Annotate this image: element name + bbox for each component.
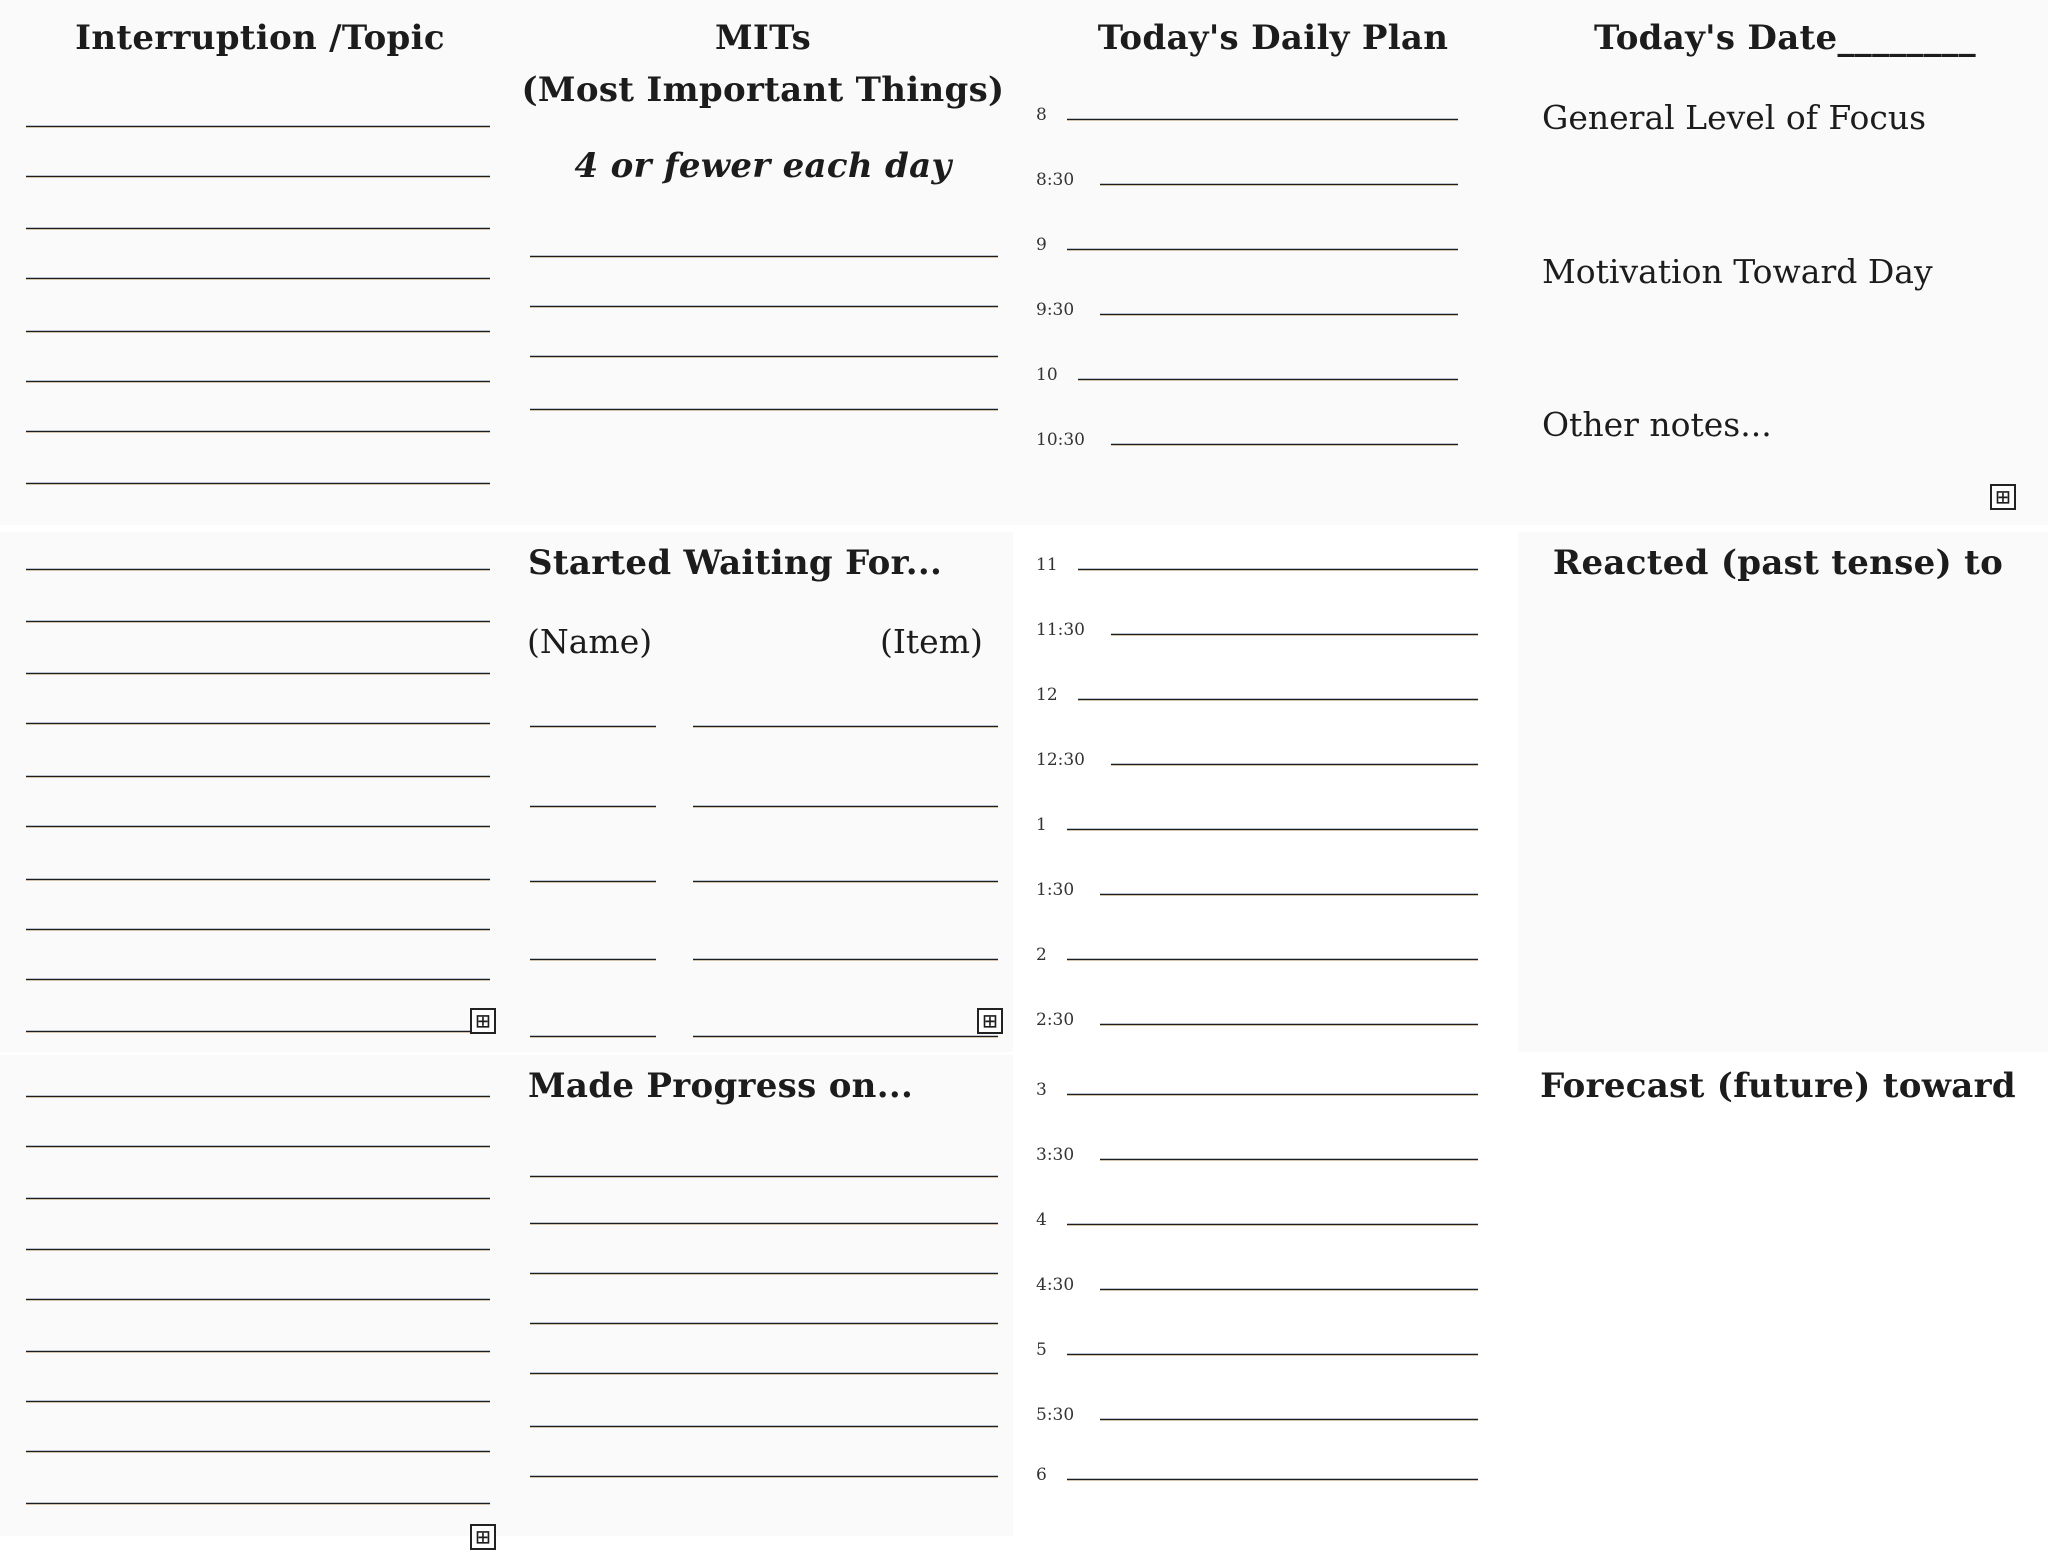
made-progress-header: Made Progress on... xyxy=(528,1066,914,1106)
interruption-line[interactable] xyxy=(26,878,490,881)
interruption-line[interactable] xyxy=(26,620,490,623)
time-slot-label: 2:30 xyxy=(1036,1010,1075,1030)
interruption-line[interactable] xyxy=(26,227,490,230)
time-slot-line[interactable] xyxy=(1100,1023,1478,1026)
time-slot-line[interactable] xyxy=(1078,378,1458,381)
time-slot-line[interactable] xyxy=(1067,248,1458,251)
time-slot-label: 12 xyxy=(1036,685,1058,705)
panel-col1-bot xyxy=(0,1055,508,1536)
time-slot-line[interactable] xyxy=(1100,1288,1478,1291)
progress-line[interactable] xyxy=(530,1322,998,1325)
expand-icon[interactable]: ⊞ xyxy=(1990,484,2016,510)
interruption-line[interactable] xyxy=(26,1450,490,1453)
interruption-line[interactable] xyxy=(26,978,490,981)
time-slot-line[interactable] xyxy=(1067,828,1478,831)
time-slot-label: 2 xyxy=(1036,945,1047,965)
mits-header: MITs xyxy=(714,18,812,58)
time-slot-line[interactable] xyxy=(1067,1478,1478,1481)
time-slot-line[interactable] xyxy=(1067,1353,1478,1356)
time-slot-label: 9 xyxy=(1036,235,1047,255)
interruption-line[interactable] xyxy=(26,672,490,675)
waiting-name-label: (Name) xyxy=(527,622,653,661)
time-slot-line[interactable] xyxy=(1100,1418,1478,1421)
waiting-name-line[interactable] xyxy=(530,958,656,961)
interruption-line[interactable] xyxy=(26,775,490,778)
panel-col4-mid xyxy=(1518,532,2048,1052)
time-slot-line[interactable] xyxy=(1111,633,1478,636)
waiting-item-line[interactable] xyxy=(693,880,998,883)
panel-col2-mid xyxy=(508,532,1013,1052)
reacted-to-header: Reacted (past tense) to xyxy=(1552,543,2004,583)
interruption-line[interactable] xyxy=(26,1400,490,1403)
interruption-line[interactable] xyxy=(26,928,490,931)
interruption-line[interactable] xyxy=(26,568,490,571)
time-slot-line[interactable] xyxy=(1067,1093,1478,1096)
expand-icon[interactable]: ⊞ xyxy=(470,1008,496,1034)
mits-subtitle: (Most Important Things) xyxy=(521,70,1005,110)
time-slot-label: 1:30 xyxy=(1036,880,1075,900)
progress-line[interactable] xyxy=(530,1175,998,1178)
interruption-line[interactable] xyxy=(26,380,490,383)
panel-col3-top xyxy=(1013,0,1518,525)
time-slot-line[interactable] xyxy=(1078,698,1478,701)
progress-line[interactable] xyxy=(530,1272,998,1275)
interruption-line[interactable] xyxy=(26,277,490,280)
interruption-line[interactable] xyxy=(26,1197,490,1200)
waiting-item-line[interactable] xyxy=(693,725,998,728)
mit-line[interactable] xyxy=(530,255,998,258)
waiting-name-line[interactable] xyxy=(530,880,656,883)
waiting-name-line[interactable] xyxy=(530,1035,656,1038)
progress-line[interactable] xyxy=(530,1425,998,1428)
time-slot-label: 10 xyxy=(1036,365,1058,385)
interruption-line[interactable] xyxy=(26,825,490,828)
time-slot-label: 12:30 xyxy=(1036,750,1085,770)
other-notes-label: Other notes... xyxy=(1542,405,1772,444)
interruption-line[interactable] xyxy=(26,1350,490,1353)
time-slot-line[interactable] xyxy=(1111,443,1458,446)
mit-line[interactable] xyxy=(530,355,998,358)
time-slot-line[interactable] xyxy=(1067,118,1458,121)
interruption-line[interactable] xyxy=(26,125,490,128)
interruption-line[interactable] xyxy=(26,1145,490,1148)
time-slot-line[interactable] xyxy=(1067,1223,1478,1226)
time-slot-line[interactable] xyxy=(1111,763,1478,766)
progress-line[interactable] xyxy=(530,1222,998,1225)
time-slot-label: 8:30 xyxy=(1036,170,1075,190)
time-slot-label: 11:30 xyxy=(1036,620,1085,640)
waiting-item-line[interactable] xyxy=(693,958,998,961)
interruption-line[interactable] xyxy=(26,722,490,725)
time-slot-line[interactable] xyxy=(1078,568,1478,571)
interruption-line[interactable] xyxy=(26,330,490,333)
interruption-line[interactable] xyxy=(26,175,490,178)
panel-col2-bot xyxy=(508,1055,1013,1536)
interruption-line[interactable] xyxy=(26,1502,490,1505)
forecast-toward-header: Forecast (future) toward xyxy=(1540,1066,2016,1106)
mit-line[interactable] xyxy=(530,408,998,411)
expand-icon[interactable]: ⊞ xyxy=(470,1524,496,1550)
waiting-item-line[interactable] xyxy=(693,805,998,808)
focus-level-label: General Level of Focus xyxy=(1542,98,1927,137)
time-slot-label: 5 xyxy=(1036,1340,1047,1360)
time-slot-label: 5:30 xyxy=(1036,1405,1075,1425)
time-slot-label: 1 xyxy=(1036,815,1047,835)
expand-icon[interactable]: ⊞ xyxy=(977,1008,1003,1034)
waiting-item-label: (Item) xyxy=(880,622,983,661)
interruption-line[interactable] xyxy=(26,1030,490,1033)
time-slot-line[interactable] xyxy=(1100,1158,1478,1161)
interruption-line[interactable] xyxy=(26,1248,490,1251)
time-slot-label: 8 xyxy=(1036,105,1047,125)
time-slot-line[interactable] xyxy=(1100,313,1458,316)
mits-limit-note: 4 or fewer each day xyxy=(574,146,952,186)
time-slot-line[interactable] xyxy=(1100,893,1478,896)
progress-line[interactable] xyxy=(530,1372,998,1375)
interruption-topic-header: Interruption /Topic xyxy=(75,18,445,58)
todays-date-label: Today's Date________ xyxy=(1594,18,1976,58)
panel-col1-top xyxy=(0,0,508,525)
time-slot-label: 3:30 xyxy=(1036,1145,1075,1165)
daily-plan-header: Today's Daily Plan xyxy=(1097,18,1449,58)
waiting-name-line[interactable] xyxy=(530,805,656,808)
interruption-line[interactable] xyxy=(26,1095,490,1098)
waiting-name-line[interactable] xyxy=(530,725,656,728)
motivation-label: Motivation Toward Day xyxy=(1542,252,1933,291)
waiting-item-line[interactable] xyxy=(693,1035,998,1038)
interruption-line[interactable] xyxy=(26,430,490,433)
time-slot-label: 4:30 xyxy=(1036,1275,1075,1295)
time-slot-label: 10:30 xyxy=(1036,430,1085,450)
time-slot-line[interactable] xyxy=(1100,183,1458,186)
panel-col1-mid xyxy=(0,532,508,1052)
started-waiting-header: Started Waiting For... xyxy=(528,543,943,583)
progress-line[interactable] xyxy=(530,1475,998,1478)
time-slot-label: 9:30 xyxy=(1036,300,1075,320)
time-slot-label: 4 xyxy=(1036,1210,1047,1230)
interruption-line[interactable] xyxy=(26,1298,490,1301)
mit-line[interactable] xyxy=(530,305,998,308)
time-slot-label: 3 xyxy=(1036,1080,1047,1100)
time-slot-line[interactable] xyxy=(1067,958,1478,961)
time-slot-label: 6 xyxy=(1036,1465,1047,1485)
interruption-line[interactable] xyxy=(26,482,490,485)
time-slot-label: 11 xyxy=(1036,555,1058,575)
